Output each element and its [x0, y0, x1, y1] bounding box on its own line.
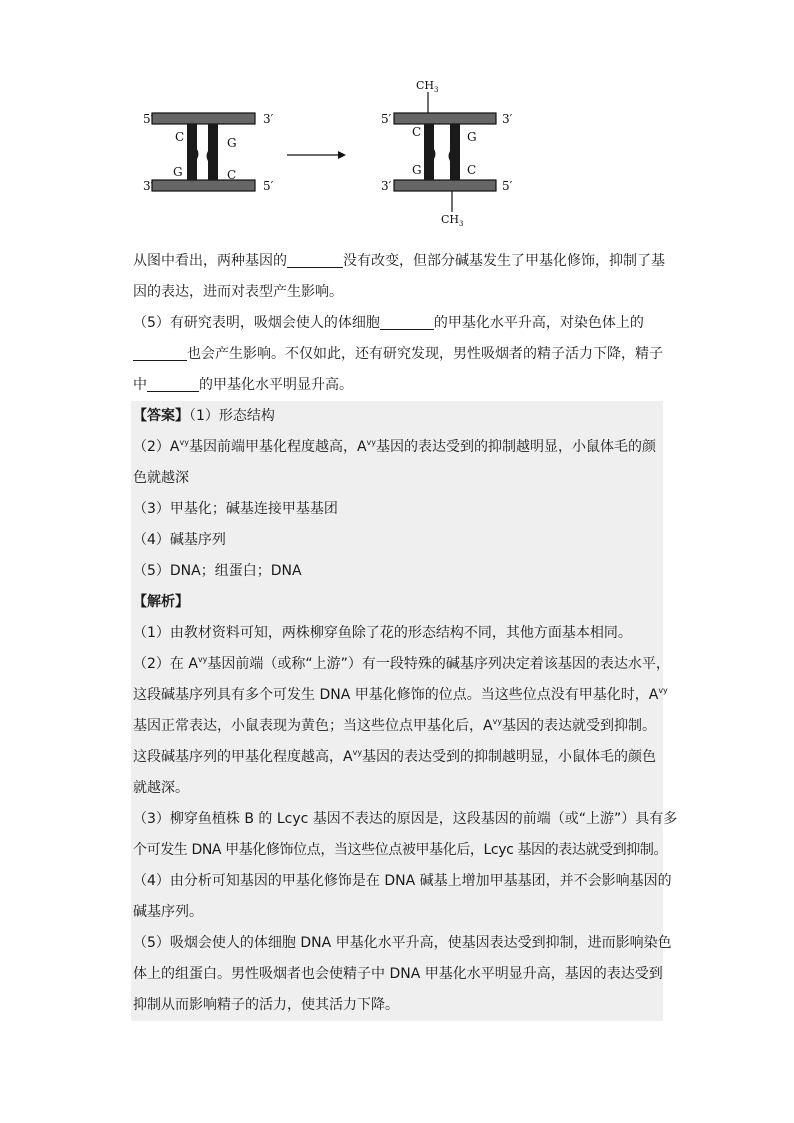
- answer-1: [131, 401, 663, 432]
- superscript: vy: [197, 655, 208, 664]
- base-g-label: G: [412, 163, 422, 177]
- text-span: 基因正常表达，小鼠表现为黄色；当这些位点甲基化后，A: [133, 718, 493, 734]
- left-base-pair: [424, 124, 436, 180]
- end-label: 5′: [381, 112, 392, 126]
- analysis-2: 就越深。: [133, 780, 189, 796]
- unmethylated-dna: [143, 112, 274, 193]
- end-label: 3′: [502, 112, 513, 126]
- methyl-group-label: $CH_3$: [416, 79, 439, 94]
- base-c-label: C: [467, 163, 477, 177]
- question-paragraph: [131, 246, 663, 277]
- answer-5: （5）DNA；组蛋白；DNA: [133, 563, 302, 579]
- text-span: （2）A: [133, 439, 180, 455]
- arrow-icon: [287, 151, 346, 159]
- text-span: 这段碱基序列的甲基化程度越高，A: [133, 749, 353, 765]
- text-span: 基因的表达受到的抑制越明显，小鼠体毛的颜: [376, 439, 656, 455]
- superscript: vy: [658, 686, 668, 695]
- answer-heading: 【答案】: [133, 408, 189, 424]
- question-5: [131, 339, 663, 370]
- base-g-label: G: [227, 136, 237, 150]
- analysis-4: （4）由分析可知基因的甲基化修饰是在 DNA 碱基上增加甲基基团，并不会影响基因的: [133, 873, 672, 889]
- analysis-2: [131, 742, 663, 773]
- document-body: [131, 246, 678, 1021]
- text-span: 基因的表达受到的抑制越明显，小鼠体毛的颜色: [362, 749, 657, 765]
- analysis-3: 个可发生 DNA 甲基化修饰位点，当这些位点被甲基化后，Lcyc 基因的表达就受到抑制。: [133, 842, 668, 858]
- text-span: 的甲基化水平明显升高。: [199, 377, 353, 393]
- answer-blank: [380, 313, 434, 330]
- base-c-label: C: [412, 125, 422, 139]
- text-span: 中: [133, 377, 147, 393]
- answer-blank: [287, 251, 343, 268]
- base-c-label: C: [227, 168, 237, 182]
- right-base-pair: [207, 124, 219, 180]
- end-label: 3′: [263, 112, 274, 126]
- text-span: 的甲基化水平升高，对染色体上的: [433, 315, 644, 331]
- analysis-heading-text: 【解析】: [133, 594, 189, 610]
- base-c-label: C: [175, 130, 185, 144]
- right-base-pair: [449, 124, 461, 180]
- text-span: （2）在 A: [133, 656, 198, 672]
- question-5: [131, 370, 663, 401]
- analysis-2: [131, 711, 663, 742]
- superscript: vy: [366, 438, 376, 447]
- analysis-1: （1）由教材资料可知，两株柳穿鱼除了花的形态结构不同，其他方面基本相同。: [133, 625, 632, 641]
- analysis-2: [131, 680, 668, 711]
- analysis-5: 体上的组蛋白。男性吸烟者也会使精子中 DNA 甲基化水平明显升高，基因的表达受到: [133, 966, 663, 982]
- analysis-3: （3）柳穿鱼植株 B 的 Lcyc 基因不表达的原因是，这段基因的前端（或“上游”）具有多: [133, 811, 678, 827]
- methylated-dna: [381, 79, 513, 228]
- bottom-strand: [394, 180, 496, 191]
- answer-blank: [147, 375, 199, 392]
- left-base-pair: [187, 124, 199, 180]
- end-label: 3′: [143, 179, 154, 193]
- question-5: [131, 308, 663, 339]
- superscript: vy: [179, 438, 189, 447]
- end-label: 3′: [381, 179, 392, 193]
- text-span: （5）有研究表明，吸烟会使人的体细胞: [133, 315, 380, 331]
- answer-2: 色就越深: [133, 470, 189, 486]
- answer-4: （4）碱基序列: [133, 532, 226, 548]
- analysis-4: 碱基序列。: [133, 904, 203, 920]
- text-span: 从图中看出，两种基因的: [133, 253, 287, 269]
- end-label: 5′: [263, 179, 274, 193]
- text-span: 基因前端甲基化程度越高，A: [188, 439, 367, 455]
- superscript: vy: [352, 748, 363, 757]
- methyl-group-label: $CH_3$: [441, 213, 464, 228]
- top-strand: [394, 113, 496, 124]
- answer-3: （3）甲基化；碱基连接甲基基团: [133, 501, 338, 517]
- end-label: 5′: [502, 179, 513, 193]
- analysis-2: [131, 649, 670, 680]
- text-span: 也会产生影响。不仅如此，还有研究发现，男性吸烟者的精子活力下降，精子: [187, 346, 663, 362]
- base-g-label: G: [173, 165, 183, 179]
- dna-diagram: [130, 70, 530, 235]
- superscript: vy: [492, 717, 503, 726]
- analysis-5: 抑制从而影响精子的活力，使其活力下降。: [133, 997, 399, 1013]
- question-paragraph: 因的表达，进而对表型产生影响。: [133, 284, 343, 300]
- top-strand: [152, 113, 255, 124]
- base-g-label: G: [467, 130, 477, 144]
- text-span: （1）形态结构: [189, 408, 275, 424]
- analysis-heading: [131, 587, 663, 618]
- text-span: 没有改变，但部分碱基发生了甲基化修饰，抑制了基: [343, 253, 665, 269]
- bottom-strand: [152, 180, 255, 191]
- answer-blank: [133, 344, 187, 361]
- answer-2: [131, 432, 663, 463]
- text-span: 基因的表达就受到抑制。: [502, 718, 657, 734]
- analysis-5: （5）吸烟会使人的体细胞 DNA 甲基化水平升高，使基因表达受到抑制，进而影响染色: [133, 935, 672, 951]
- end-label: 5′: [143, 112, 154, 126]
- text-span: 基因前端（或称“上游”）有一段特殊的碱基序列决定着该基因的表达水平，: [207, 656, 670, 672]
- dna-methylation-figure: [130, 70, 530, 235]
- text-span: 这段碱基序列具有多个可发生 DNA 甲基化修饰的位点。当这些位点没有甲基化时，A: [133, 687, 659, 703]
- answer-section: [131, 401, 678, 1021]
